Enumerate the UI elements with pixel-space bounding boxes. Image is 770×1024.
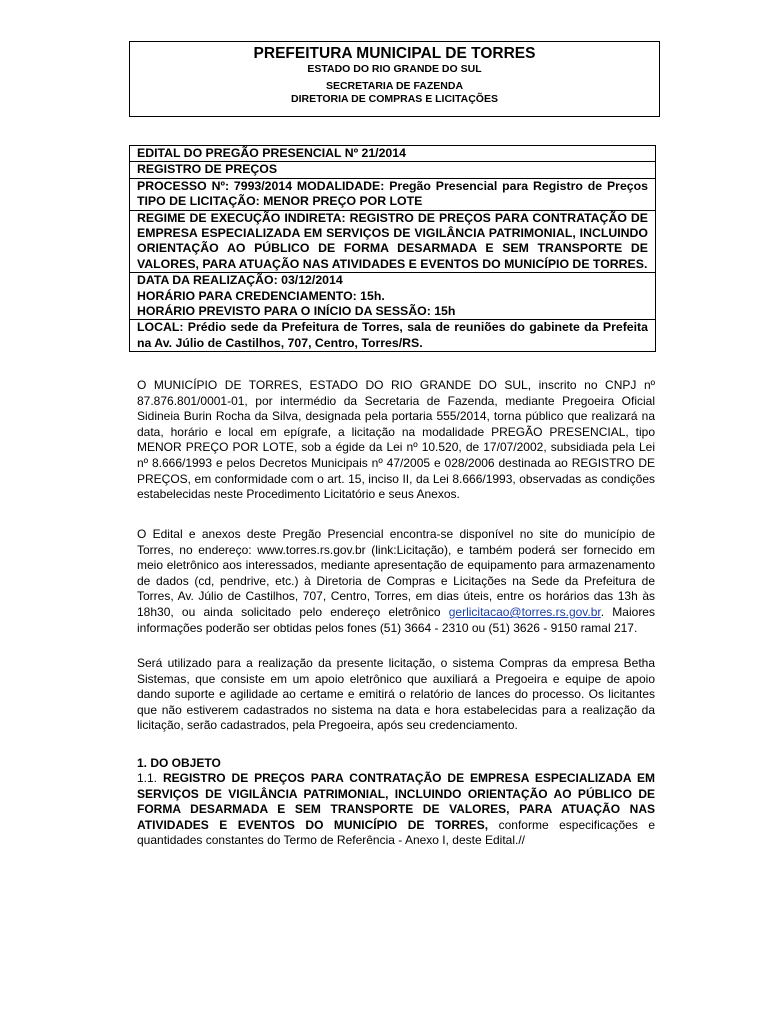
intro-paragraph: O MUNICÍPIO DE TORRES, ESTADO DO RIO GRANDE DO SUL, inscrito no CNPJ nº 87.876.801/0001-01, por intermédio da Secretaria de Fazenda, mediante Pregoeira Oficial Sidineia Burin Rocha da Silva, designada pela portaria 555/2014, torna público que realizará na data, horário e local em epígrafe, a licitação na modalidade PREGÃO PRESENCIAL, tipo MENOR PREÇO POR LOTE, sob a égide da Lei nº 10.520, de 17/07/2002, subsidiada pela Lei nº 8.666/1993 e pelos Decretos Municipais nº 47/2005 e 028/2006 destinada ao REGISTRO DE PREÇOS, em conformidade com o art. 15, inciso II, da Lei 8.666/1993, observadas as condições estabelecidas neste Procedimento Licitatório e seus Anexos. <box>137 378 655 502</box>
directorate-name: DIRETORIA DE COMPRAS E LICITAÇÕES <box>291 93 498 105</box>
registro-row: REGISTRO DE PREÇOS <box>130 161 655 177</box>
horario-credenciamento: HORÁRIO PARA CREDENCIAMENTO: 15h. <box>137 288 385 303</box>
section-heading-objeto: 1. DO OBJETO <box>137 756 221 770</box>
horario-sessao: HORÁRIO PREVISTO PARA O INÍCIO DA SESSÃO: 15h <box>137 304 456 319</box>
data-realizacao: DATA DA REALIZAÇÃO: 03/12/2014 <box>137 273 343 288</box>
objeto-item-bold: REGISTRO DE PREÇOS PARA CONTRATAÇÃO DE EMPRESA ESPECIALIZADA EM SERVIÇOS DE VIGILÂNCIA PATRIMONIAL, INCLUINDO ORIENTAÇÃO AO PÚBLICO DE FORMA DESARMADA E SEM TRANSPORTE DE VALORES, PARA ATUAÇÃO NAS ATIVIDADES E EVENTOS DO MUNICÍPIO DE TORRES, <box>137 771 655 832</box>
processo-row: PROCESSO Nº: 7993/2014 MODALIDADE: Pregão Presencial para Registro de Preços TIPO DE LICITAÇÃO: MENOR PREÇO POR LOTE <box>130 178 655 210</box>
system-paragraph: Será utilizado para a realização da presente licitação, o sistema Compras da empresa Betha Sistemas, que consiste em um apoio eletrônico que auxiliará a Pregoeira e equipe de apoio dando suporte e agilidade ao certame e emitirá o relatório de lances do processo. Os licitantes que não estiverem cadastrados no sistema na data e hora estabelecidas para a realização da licitação, serão cadastrados, pela Pregoeira, após seu credenciamento. <box>137 656 655 733</box>
objeto-item-number: 1.1. <box>137 771 158 785</box>
municipality-title: PREFEITURA MUNICIPAL DE TORRES <box>253 45 536 62</box>
edital-title: EDITAL DO PREGÃO PRESENCIAL Nº 21/2014 <box>137 146 406 160</box>
availability-text: O Edital e anexos deste Pregão Presencial encontra-se disponível no site do município de Torres, no endereço: www.torres.rs.gov.br (link:Licitação), e também poderá ser fornecido em meio eletrônico aos interessados, mediante apresentação de equipamento para armazenamento de dados (cd, pendrive, etc.) à Diretoria de Compras e Licitações na Sede da Prefeitura de Torres, Av. Júlio de Castilhos, 707, Centro, Torres, em dias úteis, entre os horários das 13h às 18h30, ou ainda solicitado pelo endereço eletrônico <box>137 527 655 619</box>
email-link[interactable]: gerlicitacao@torres.rs.gov.br <box>448 604 601 619</box>
availability-text-end: . Maiores informações poderão ser obtidas pelos fones (51) 3664 - 2310 ou (51) 3626 - 9150 ramal 217. <box>137 604 655 635</box>
availability-paragraph <box>137 527 655 636</box>
edital-summary-table <box>129 145 656 352</box>
secretariat-name: SECRETARIA DE FAZENDA <box>325 80 464 92</box>
schedule-row <box>130 272 655 319</box>
letterhead-box <box>129 41 660 117</box>
objeto-item <box>137 771 655 849</box>
state-name: ESTADO DO RIO GRANDE DO SUL <box>307 63 482 75</box>
local-row: LOCAL: Prédio sede da Prefeitura de Torres, sala de reuniões do gabinete da Prefeita na Av. Júlio de Castilhos, 707, Centro, Torres/RS. <box>130 319 655 351</box>
objeto-item-rest: conforme especificações e quantidades constantes do Termo de Referência - Anexo I, deste Edital.// <box>137 817 656 848</box>
regime-row: REGIME DE EXECUÇÃO INDIRETA: REGISTRO DE PREÇOS PARA CONTRATAÇÃO DE EMPRESA ESPECIALIZADA EM SERVIÇOS DE VIGILÂNCIA PATRIMONIAL, INCLUINDO ORIENTAÇÃO AO PÚBLICO DE FORMA DESARMADA E SEM TRANSPORTE DE VALORES, PARA ATUAÇÃO NAS ATIVIDADES E EVENTOS DO MUNICÍPIO DE TORRES. <box>130 210 655 273</box>
